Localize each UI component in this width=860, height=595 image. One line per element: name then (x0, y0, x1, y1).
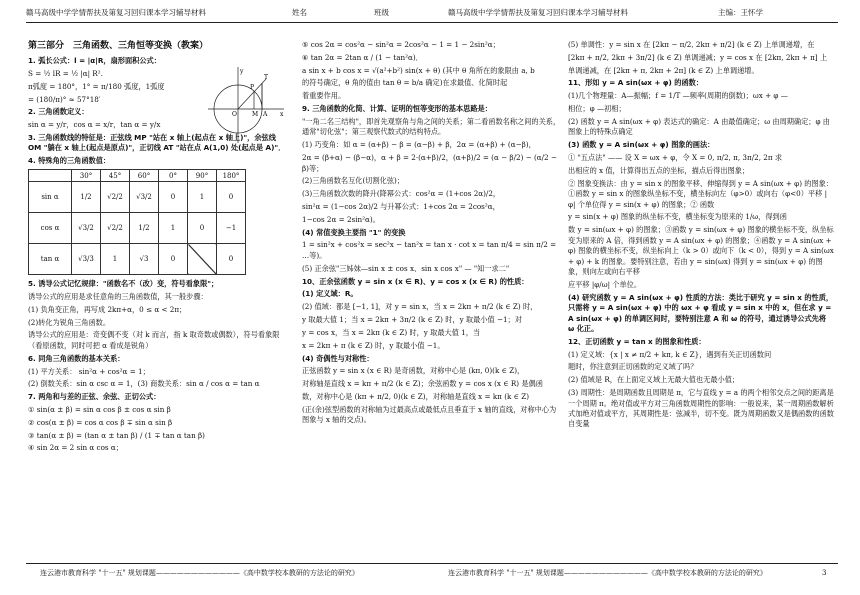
text-line: 数 y = sin(ωx + φ) 的图象；③函数 y = sin(ωx + φ) 图象的横坐标不变，纵坐标变为原来的 A 倍，得到函数 y = A sin(ωx + φ) 的图象；④函数 y = A sin(ωx + φ) 图象的横坐标不变，纵坐标向上（k > 0）或向下（k < 0），得到 y = A sin(ωx + φ) + k 的图象。要特别注意，若由 y = sin(ωx) 得到 y = sin(ωx + φ) 的图象，则向左或向右平移 (568, 225, 834, 276)
text-line: (3)三角函数次数的降升(降幂公式：cos²α = (1+cos 2α)/2， (302, 189, 501, 199)
text-line: 数，对称中心是 (kπ + π/2, 0)(k ∈ Z)，对称轴是直线 x = kπ (k ∈ Z) (302, 392, 530, 402)
text-line: y 取最大值 1；当 x = 2kπ + 3π/2 (k ∈ Z) 时，y 取最小值 −1；对 (302, 315, 522, 325)
text-line: 1 = sin²x + cos²x = sec²x − tan²x = tan x · cot x = tan π/4 = sin π/2 = …等)。 (302, 240, 557, 260)
text-line: ② cos(α ± β) = cos α cos β ∓ sin α sin β (28, 417, 173, 427)
class-label: 班级 (374, 8, 389, 17)
text-line: 诱导公式的应用是：奇变偶不变（对 k 而言，指 k 取奇数或偶数），符号看象限（看原函数，同时可把 α 看成是锐角） (28, 330, 280, 350)
table-cell: √3/2 (72, 213, 101, 244)
text-line: (4) 研究函数 y = A sin(ωx + φ) 性质的方法：类比于研究 y = sin x 的性质，只需将 y = A sin(ωx + φ) 中的 ωx + φ 看成 y = sin x 中的 x，但在求 y = A sin(ωx + φ) 的单调区间时，要特别注意 A 和 ω 的符号，通过诱导公式先将 ω 化正。 (568, 292, 834, 333)
text-line: (1) 负角变正角，再写成 2kπ+α，0 ≤ α < 2π； (28, 304, 187, 314)
text-line: (2)转化为锐角三角函数。 (28, 317, 111, 327)
text-line: ③ tan(α ± β) = (tan α ± tan β) / (1 ∓ tan α tan β) (28, 430, 205, 440)
text-line: a sin x + b cos x = √(a²+b²) sin(x + θ) (其中 θ 角所在的象限由 a, b (302, 65, 535, 75)
text-line: 对称轴是直线 x = kπ + π/2 (k ∈ Z)；余弦函数 y = cos x (x ∈ R) 是偶函 (302, 379, 543, 389)
text-line: (5) 单调性：y = sin x 在 [2kπ − π/2, 2kπ + π/2] (k ∈ Z) 上单调递增，在 (568, 40, 815, 49)
header-rule (26, 22, 838, 23)
text-line: ⑥ tan 2α = 2tan α / (1 − tan²α)． (302, 52, 423, 62)
header-left-title: 赣马高级中学学情帮扶及第复习回归课本学习辅导材料 (26, 8, 206, 17)
text-line: 应平移 |φ/ω| 个单位。 (568, 279, 642, 289)
column-1 (28, 40, 290, 560)
text-line: (正(余)弦型函数的对称轴为过最高点或最低点且垂直于 x 轴的直线，对称中心为图象与 x 轴的交点)。 (302, 404, 557, 425)
table-cell: 180° (217, 170, 246, 182)
table-cell: √3/2 (130, 182, 159, 213)
fig-label: T (264, 74, 269, 81)
text-line: ④ sin 2α = 2 sin α cos α； (28, 443, 123, 453)
table-cell: 1 (188, 182, 217, 213)
text-line: 5. 诱导公式记忆规律："函数名不（改）变，符号看象限"； (28, 279, 219, 289)
text-line: S = ½ lR = ½ |α| R². (28, 68, 103, 78)
text-line: x = 2kπ + π (k ∈ Z) 时，y 取最小值 −1。 (302, 340, 445, 350)
text-line: (2) 倒数关系：sin α csc α = 1，(3) 商数关系：sin α / cos α = tan α (28, 379, 260, 389)
table-cell-diagonal (188, 244, 217, 275)
unit-circle-figure (206, 65, 286, 145)
text-line: (3) 函数 y = A sin(ωx + φ) 图象的画法： (568, 140, 715, 150)
fig-label: x (280, 111, 284, 118)
table-cell: 0 (217, 244, 246, 275)
fig-label: M (252, 111, 259, 118)
text-line: (4) 奇偶性与对称性： (302, 353, 374, 363)
text-line: (2) 函数 y = A sin(ωx + φ) 表达式的确定：A 由最值确定；ω 由周期确定；φ 由图象上的特殊点确定 (568, 116, 830, 137)
name-label: 姓名 (292, 8, 307, 17)
text-line: (2) 值域是 R，在上面定义域上无最大值也无最小值； (568, 375, 740, 385)
text-line: 1. 弧长公式：l = |α|R，扇形面积公式： (28, 56, 161, 66)
table-cell: tan α (29, 244, 72, 275)
column-3 (568, 40, 834, 560)
table-cell: √3 (130, 244, 159, 275)
table-cell: 1/2 (72, 182, 101, 213)
text-line: = (180/π)° ≈ 57°18′ (28, 94, 101, 104)
text-line: 出相应的 x 值，计算得出五点的坐标，描点后得出图象； (568, 165, 750, 175)
page-number: 3 (822, 569, 827, 577)
text-line: (1) 平方关系： sin²α + cos²α = 1； (28, 366, 150, 376)
text-line: 正弦函数 y = sin x (x ∈ R) 是奇函数，对称中心是 (kπ, 0)(k ∈ Z)， (302, 366, 525, 376)
text-line: 6. 同角三角函数的基本关系： (28, 353, 125, 363)
text-line: ① sin(α ± β) = sin α cos β ± cos α sin β (28, 405, 171, 414)
table-row (29, 182, 246, 213)
text-line: 3. 三角函数线的特征是：正弦线 MP "站在 x 轴上(起点在 x 轴上)"，余弦线 OM "躺在 x 轴上(起点是原点)"，正切线 AT "站在点 A(1,0) 处(起点是 A)"． (28, 133, 286, 153)
text-line: ② 图象变换法：由 y = sin x 的图象平移、伸缩得到 y = A sin(ωx + φ) 的图象：①函数 y = sin x 的图象纵坐标不变，横坐标向左（φ>0）或向右（φ<0）平移 |φ| 个单位得 y = sin(x + φ) 的图象；② 函数 (568, 178, 834, 209)
fig-label: y (240, 68, 244, 75)
text-line: ⑤ cos 2α = cos²α − sin²α = 2cos²α − 1 = 1 − 2sin²α； (302, 40, 500, 49)
text-line: 题时，你注意到正切函数的定义域了吗？ (568, 362, 698, 372)
section-title: 第三部分 三角函数、三角恒等变换（教案） (28, 41, 209, 51)
table-cell: 0 (188, 213, 217, 244)
text-line: y = sin(x + φ) 图象的纵坐标不变，横坐标变为原来的 1/ω，得到函 (568, 212, 787, 222)
table-cell: √3/3 (72, 244, 101, 275)
table-cell: sin α (29, 182, 72, 213)
text-line: 10、正余弦函数 y = sin x (x ∈ R)、y = cos x (x ∈ R) 的性质： (302, 276, 529, 286)
page-header (0, 8, 860, 21)
fig-label: P (250, 84, 255, 91)
table-cell: √2/2 (101, 182, 130, 213)
table-cell: 90° (188, 170, 217, 182)
table-cell: 1/2 (130, 213, 159, 244)
text-line: 单调递减，在 [2kπ + π, 2kπ + 2π] (k ∈ Z) 上单调递增。 (568, 65, 759, 75)
text-line: 2. 三角函数定义： (28, 107, 89, 117)
text-line: 4. 特殊角的三角函数值： (28, 156, 111, 166)
text-line: (4) 常值变换主要指 "1" 的变换 (302, 227, 406, 237)
table-cell: 0 (217, 182, 246, 213)
table-cell: 0° (159, 170, 188, 182)
text-line: "一角二名三结构"，即首先观察角与角之间的关系；第二看函数名称之间的关系，通常"切化弦"；第三观察代数式的结构特点。 (302, 116, 561, 137)
text-line: (3) 周期性：是周期函数且周期是 π，它与直线 y = a 的两个相邻交点之间的距离是一个周期 π。绝对值或平方对三角函数周期性的影响：一般说来，某一周期函数解析式加绝对值或平方，其周期性是：弦减半，切不变。既为周期函数又是偶函数的函数自变量 (568, 388, 834, 429)
column-2 (302, 40, 562, 560)
table-cell: 30° (72, 170, 101, 182)
text-line: 诱导公式的应用是求任意角的三角函数值，其一般步骤： (28, 291, 208, 301)
table-cell: 1 (159, 213, 188, 244)
text-line: ① "五点法" —— 设 X = ωx + φ，令 X = 0, π/2, π, 3π/2, 2π 求 (568, 153, 783, 163)
text-line: 12、正切函数 y = tan x 的图象和性质： (568, 336, 706, 346)
text-line: (2) 值域：都是 [−1, 1]，对 y = sin x，当 x = 2kπ + π/2 (k ∈ Z) 时， (302, 302, 538, 312)
table-cell: 0 (159, 244, 188, 275)
table-cell: cos α (29, 213, 72, 244)
header-editor: 主编：王怀学 (718, 8, 763, 17)
text-line: (1)几个物理量：A—振幅；f = 1/T —频率(周期的倒数)；ωx + φ — (568, 91, 788, 101)
fig-label: A (263, 111, 268, 118)
text-line: (2)三角函数名互化(切割化弦)； (302, 176, 405, 186)
table-row (29, 244, 246, 275)
text-line: 着重要作用。 (302, 91, 346, 101)
text-line: 1−cos 2α = 2sin²α)。 (302, 214, 380, 224)
footer-rule (26, 563, 838, 564)
table-cell: −1 (217, 213, 246, 244)
text-line: 的符号确定，θ 角的值由 tan θ = b/a 确定)在求最值、化简时起 (302, 78, 508, 88)
text-line: [2kπ + π/2, 2kπ + 3π/2] (k ∈ Z) 单调递减；y = cos x 在 [2kπ, 2kπ + π] 上 (568, 52, 828, 62)
text-line: 9. 三角函数的化简、计算、证明的恒等变形的基本思路是： (302, 104, 492, 114)
text-line: 11、形如 y = A sin(ωx + φ) 的函数： (568, 78, 704, 88)
text-line: 相位；φ —初相； (568, 104, 626, 114)
table-cell: √2/2 (101, 213, 130, 244)
table-cell: 60° (130, 170, 159, 182)
text-line: (1) 巧变角：如 α = (α+β) − β = (α−β) + β，2α = (α+β) + (α−β)， (302, 140, 536, 150)
text-line: 2α = (β+α) − (β−α)，α + β = 2·(α+β)/2，(α+β)/2 = (α − β/2) − (α/2 − β)等； (302, 153, 557, 173)
table-cell (29, 170, 72, 182)
footer-left: 连云港市教育科学 "十一五" 规划课题————————————《高中数学校本教研的方法论的研究》 (40, 569, 359, 577)
text-line: y = cos x，当 x = 2kπ (k ∈ Z) 时，y 取最大值 1，当 (302, 327, 481, 337)
text-line: (5) 正余弦"三姊妹—sin x ± cos x、sin x cos x" — "知一求二" (302, 263, 510, 273)
col1-intro (28, 56, 176, 131)
table-cell: 1 (101, 244, 130, 275)
text-line: (1) 定义域：R。 (302, 289, 358, 299)
header-right-title: 赣马高级中学学情帮扶及第复习回归课本学习辅导材料 (448, 8, 628, 17)
text-line: sin²α = (1−cos 2α)/2 与升幂公式：1+cos 2α = 2cos²α， (302, 201, 500, 211)
footer-right: 连云港市教育科学 "十一五" 规划课题————————————《高中数学校本教研的方法论的研究》 (448, 569, 767, 577)
text-line: π弧度 = 180°，1° = π/180 弧度，1弧度 (28, 81, 165, 91)
special-angle-table (28, 169, 246, 275)
text-line: sin α = y/r，cos α = x/r，tan α = y/x (28, 120, 161, 130)
table-row (29, 213, 246, 244)
table-cell: 0 (159, 182, 188, 213)
table-cell: 45° (101, 170, 130, 182)
text-line: (1) 定义域：{x | x ≠ π/2 + kπ, k ∈ Z}，遇到有关正切函数问 (568, 349, 772, 359)
text-line: 7. 两角和与差的正弦、余弦、正切公式： (28, 392, 161, 402)
fig-label: O (232, 111, 237, 118)
